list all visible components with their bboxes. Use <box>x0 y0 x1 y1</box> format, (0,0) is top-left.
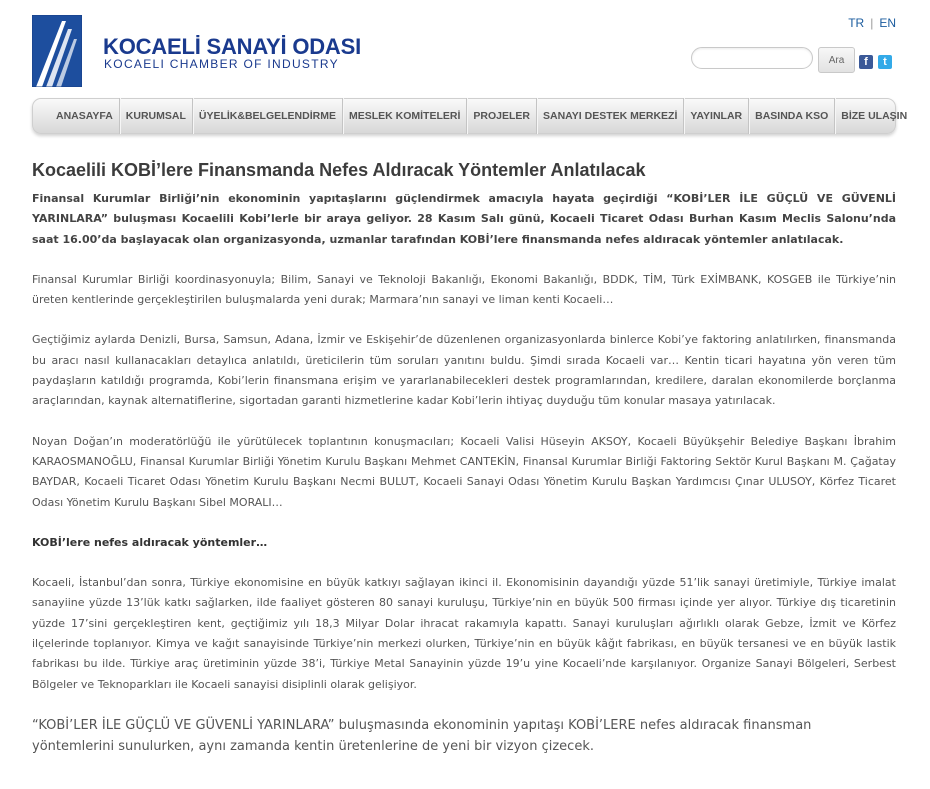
article-paragraph: Finansal Kurumlar Birliği koordinasyonuyla; Bilim, Sanayi ve Teknoloji Bakanlığı, Ekonomi Bakanlığı, BDDK, TİM, Türk EXİMBANK, KOSGEB ile Türkiye’nin üreten kentlerinde gerçekleştirilen buluşmalarda yeni durak; Marmara’nın sanayi ve liman kenti Kocaeli… <box>32 272 896 307</box>
nav-item-projeler[interactable]: PROJELER <box>467 98 537 134</box>
nav-item-basinda-kso[interactable]: BASINDA KSO <box>749 98 835 134</box>
article-paragraph: Kocaeli, İstanbul’dan sonra, Türkiye ekonomisine en büyük katkıyı sağlayan ikinci il. Ekonomisinin dayandığı yüzde 51’lik sanayi üretimiyle, Türkiye imalat sanayiine yüzde 13’lük katkı sağlarken, ilde faaliyet gösteren 80 sanayi kuruluşu, Türkiye’nin en büyük 500 firması içinde yer alıyor. Türkiye dış ticaretinin yüzde 17’sini gerçekleştiren kent, geçtiğimiz yılı 18,3 Milyar Dolar ihracat rakamıyla kapattı. Sanayi kuruluşları ağırlıklı olarak Gebze, İzmit ve Körfez ilçelerinde toplanıyor. Kimya ve kağıt sanayisinde Türkiye’nin merkezi olurken, Türkiye’nin en büyük kâğıt fabrikası, en büyük tersanesi ve en büyük lastik fabrikası bu ilde. Türkiye araç üretiminin yüzde 38’i, Türkiye Metal Sanayinin yüzde 19’u yine Kocaeli’nde karşılanıyor. Organize Sanayi Bölgeleri, Serbest Bölgeler ve Teknoparkları ile Kocaeli sanayisi disiplinli olarak gelişiyor. <box>32 576 896 691</box>
nav-item-kurumsal[interactable]: KURUMSAL <box>120 98 193 134</box>
nav-item-yayinlar[interactable]: YAYINLAR <box>684 98 749 134</box>
search-input[interactable] <box>691 47 813 69</box>
article-paragraph: Noyan Doğan’ın moderatörlüğü ile yürütülecek toplantının konuşmacıları; Kocaeli Valisi Hüseyin AKSOY, Kocaeli Büyükşehir Belediye Başkanı İbrahim KARAOSMANOĞLU, Finansal Kurumlar Birliği Yönetim Kurulu Başkanı Mehmet CANTEKİN, Finansal Kurumlar Birliği Faktoring Sektör Kurul Başkanı M. Çağatay BAYDAR, Kocaeli Ticaret Odası Yönetim Kurulu Başkanı Necmi BULUT, Kocaeli Sanayi Odası Yönetim Kurulu Başkan Yardımcısı Çınar ULUSOY, Körfez Ticaret Odası Yönetim Kurulu Başkanı Sibel MORALI… <box>32 434 896 509</box>
lang-tr-link[interactable]: TR <box>848 16 865 30</box>
article-closing-paragraph: “KOBİ’LER İLE GÜÇLÜ VE GÜVENLİ YARINLARA” buluşmasında ekonominin yapıtaşı KOBİ’LERE nefes aldıracak finansman yöntemlerini sunulurken, aynı zamanda kentin üretenlerine de yeni bir vizyon çizecek. <box>32 717 812 754</box>
article-paragraph: Geçtiğimiz aylarda Denizli, Bursa, Samsun, Adana, İzmir ve Eskişehir’de düzenlenen organizasyonlarda binlerce Kobi’ye faktoring anlatılırken, finansmanda bu aracı nasıl kullanacakları detaylıca anlatıldı, üreticilerin tüm soruları yanıtını buldu. Şimdi sırada Kocaeli var… Kentin ticari hayatına yön veren tüm paydaşların katıldığı programda, Kobi’lerin finansmana erişim ve yararlanabilecekleri destek programlarından, kredilere, daralan ekonomilerde borçlanma araçlarından, kaynak alternatiflerine, sigortadan garanti hizmetlerine kadar Kobi’lerin ihtiyaç duyduğu tüm konular masaya yatırılacak. <box>32 333 896 408</box>
kso-logo[interactable] <box>32 15 82 87</box>
lang-en-link[interactable]: EN <box>879 16 896 30</box>
language-switch <box>848 16 896 30</box>
nav-item-sanayi-destek-merkezi[interactable]: SANAYI DESTEK MERKEZİ <box>537 98 684 134</box>
brand-subtitle: KOCAELI CHAMBER OF INDUSTRY <box>104 57 339 71</box>
brand-title: KOCAELİ SANAYİ ODASI <box>103 34 362 59</box>
nav-item-meslek-komiteleri[interactable]: MESLEK KOMİTELERİ <box>343 98 467 134</box>
article-lead: Finansal Kurumlar Birliği’nin ekonominin yapıtaşlarını güçlendirmek amacıyla hayata geçirdiği “KOBİ’LER İLE GÜÇLÜ VE GÜVENLİ YARINLARA” buluşması Kocaelili Kobi’lerle bir araya geliyor. 28 Kasım Salı günü, Kocaeli Ticaret Odası Burhan Kasım Meclis Salonu’nda saat 16.00’da başlayacak olan organizasyonda, uzmanlar tarafından KOBİ’lere finansmanda nefes aldıracak yöntemler anlatılacak. <box>32 192 896 246</box>
page-title: Kocaelili KOBİ’lere Finansmanda Nefes Aldıracak Yöntemler Anlatılacak <box>32 160 646 181</box>
nav-item-anasayfa[interactable]: ANASAYFA <box>45 98 120 134</box>
article-subheading: KOBİ’lere nefes aldıracak yöntemler… <box>32 535 268 549</box>
nav-item-uyelik[interactable]: ÜYELİK&BELGELENDİRME <box>193 98 343 134</box>
search-button[interactable]: Ara <box>818 47 855 73</box>
facebook-icon[interactable]: f <box>859 55 873 69</box>
lang-separator: | <box>870 16 874 30</box>
twitter-icon[interactable]: t <box>878 55 892 69</box>
article-body <box>32 189 896 777</box>
nav-item-bize-ulasin[interactable]: BİZE ULAŞIN <box>841 110 908 122</box>
main-nav <box>32 98 908 134</box>
